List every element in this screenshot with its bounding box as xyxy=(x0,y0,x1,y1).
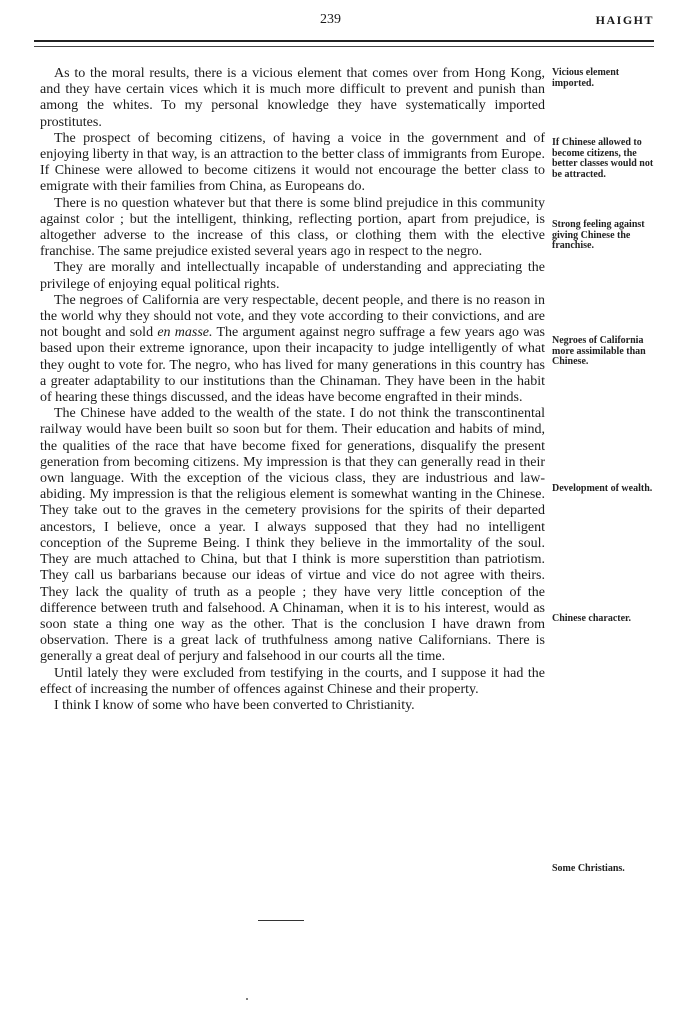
paragraph-wealth-character: The Chinese have added to the wealth of the state. I do not think the transcontinental railway would have been built so soon but for them. Their education and habits of mind, the qualities of the race that have become fixed for generations, disqualify the present generation from becoming citizens. My impression is that they can generally read in their own language. With the exception of the vicious class, they are industrious and law-abiding. My impression is that the religious element is somewhat wanting in the Chinese. They take out to the graves in the cemetery provisions for the spirits of their departed ancestors, I believe, once a year. I always supposed that they had no intelligent conception of the Supreme Being. I think they believe in the immortality of the soul. They are much attached to China, but that I think is more superstition than patriotism. They call us barbarians because our ideas of virtue and vice do not agree with theirs. They lack the quality of truth as a people ; they have very little conception of the difference between truth and falsehood. A Chinaman, when it is to his interest, would as soon state a thing one way as the other. That is the conclusion I have drawn from observation. There is a great lack of truthfulness among native Californians. There is generally a great deal of perjury and falsehood in our courts all the time. xyxy=(40,406,545,665)
running-head: HAIGHT xyxy=(595,13,654,27)
paragraph-citizenship-prospect: The prospect of becoming citizens, of having a voice in the government and of enjoying liberty in that way, is an attraction to the better class of immigrants from Europe. If Chinese were allowed to become citizens it would not encourage the better class to emigrate with their families from China, as Europeans do. xyxy=(40,130,545,195)
paragraph-incapable: They are morally and intellectually incapable of understanding and appreciating the privilege of enjoying equal political rights. xyxy=(40,260,545,292)
margin-note-character: Chinese character. xyxy=(552,613,632,624)
paragraph-negroes-after: The argument against negro suffrage a few years ago was based upon their extreme ignorance, upon their incapacity to judge intelligently of what they ought to vote for. The negro, who has lived for many generations in this country has a greater adaptability to our institutions than the Chinaman. They have been in the habit of hearing these things discussed, and the ideas have become engrafted in their minds. xyxy=(40,325,545,406)
margin-note-christians: Some Christians. xyxy=(552,863,625,874)
paragraph-christianity: I think I know of some who have been converted to Christianity. xyxy=(54,697,415,713)
paragraph-testifying: Until lately they were excluded from testifying in the courts, and I suppose it had the effect of increasing the number of offences against Chinese and their property. xyxy=(40,665,545,697)
margin-note-negroes: Negroes of California more assimilable than Chinese. xyxy=(552,335,646,367)
page-number: 239 xyxy=(320,12,341,27)
paragraph-moral-results: As to the moral results, there is a vicious element that comes over from Hong Kong, and they have certain vices which it is much more difficult to prevent and punish than among the whites. To my personal knowledge they have systematically imported prostitutes. xyxy=(40,66,545,130)
print-speck xyxy=(246,998,248,1000)
body-text xyxy=(40,66,545,714)
margin-note-citizens: If Chinese allowed to become citizens, the better classes would not be attracted. xyxy=(552,137,654,180)
paragraph-negroes-before: The negroes of California are very respectable, decent people, and there is no reason in the world why they should not vote, and they vote according to their convictions, and are not bought and sold xyxy=(40,292,545,341)
margin-note-vicious-element: Vicious element imported. xyxy=(552,67,620,89)
end-rule xyxy=(258,920,304,921)
paragraph-negroes xyxy=(40,293,545,406)
paragraph-prejudice: There is no question whatever but that there is some blind prejudice in this community against color ; but the intelligent, thinking, reflecting portion, apart from prejudice, is altogether adverse to the increase of this class, or clothing them with the elective franchise. The same prejudice existed several years ago in respect to the negro. xyxy=(40,195,545,260)
header-rule-thick xyxy=(34,40,654,42)
margin-note-wealth: Development of wealth. xyxy=(552,483,653,494)
margin-note-franchise: Strong feeling against giving Chinese the franchise. xyxy=(552,219,645,251)
header-rule-thin xyxy=(34,46,654,47)
paragraph-negroes-italic: en masse. xyxy=(157,325,213,341)
